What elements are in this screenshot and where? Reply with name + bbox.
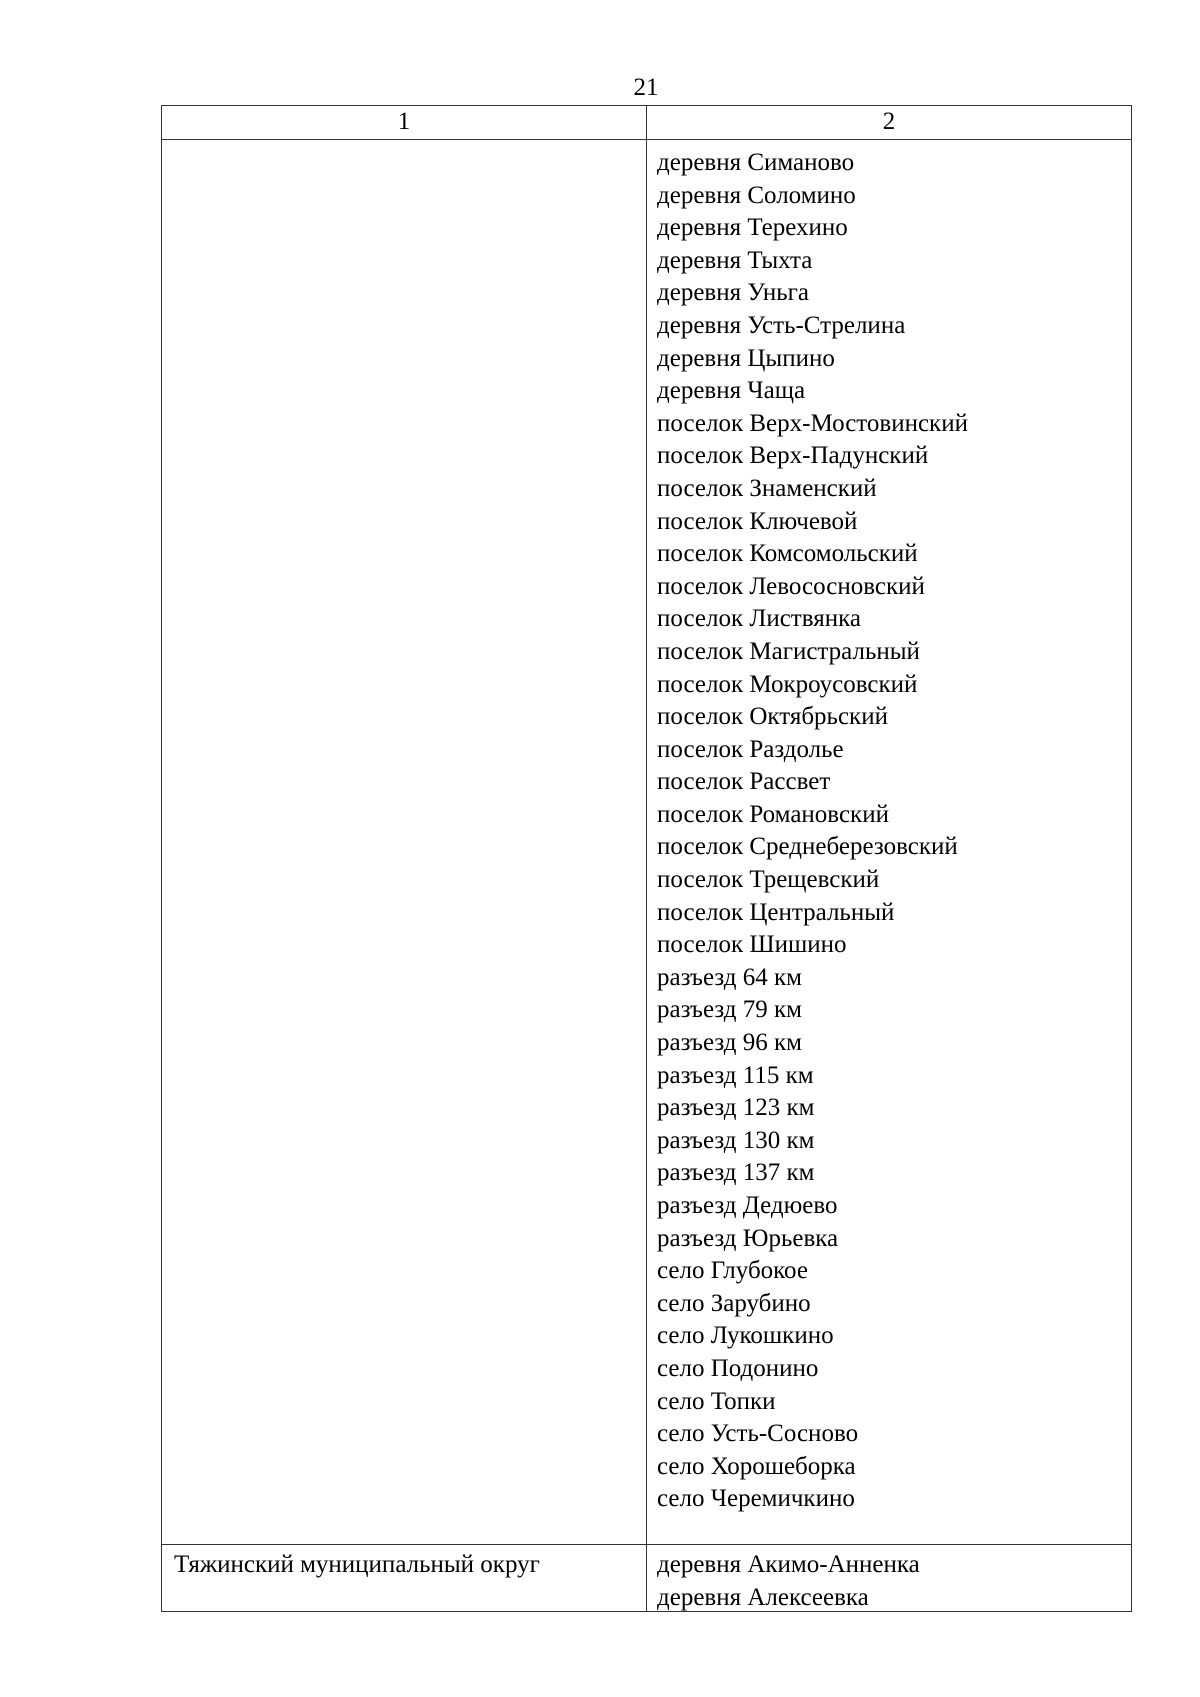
settlement-item: разъезд 96 км: [657, 1029, 802, 1057]
settlement-item: село Глубокое: [657, 1257, 808, 1285]
settlement-item: село Зарубино: [657, 1289, 811, 1317]
settlement-item: разъезд 130 км: [657, 1126, 815, 1154]
district-cell: [162, 140, 647, 1545]
district-cell: [162, 1545, 647, 1612]
settlement-item: разъезд Дедюево: [657, 1192, 838, 1219]
settlement-item: разъезд 123 км: [657, 1094, 815, 1122]
settlement-item: поселок Раздолье: [657, 735, 844, 763]
settlement-item: село Черемичкино: [657, 1485, 855, 1513]
settlement-item: поселок Среднеберезовский: [657, 833, 958, 861]
settlement-item: поселок Комсомольский: [657, 540, 918, 568]
settlement-item: деревня Чаща: [657, 377, 806, 405]
settlement-item: деревня Алексеевка: [657, 1583, 869, 1611]
settlement-item: поселок Романовский: [657, 800, 889, 828]
column-header-2: 2: [647, 106, 1132, 140]
settlement-item: поселок Верх-Падунский: [657, 442, 929, 470]
settlement-item: поселок Мокроусовский: [657, 670, 918, 698]
district-name: Тяжинский муниципальный округ: [174, 1551, 540, 1578]
settlement-item: разъезд Юрьевка: [657, 1224, 839, 1252]
settlement-item: деревня Цыпино: [657, 344, 835, 372]
settlement-item: разъезд 115 км: [657, 1061, 814, 1089]
settlement-item: деревня Симаново: [657, 149, 855, 176]
column-header-1: 1: [162, 106, 647, 140]
settlement-list: [647, 140, 1131, 1544]
settlement-item: село Топки: [657, 1387, 776, 1415]
settlement-item: деревня Уньга: [657, 279, 809, 307]
settlement-item: поселок Ключевой: [657, 507, 858, 535]
settlements-cell: [647, 1545, 1132, 1612]
settlement-item: поселок Левососновский: [657, 572, 925, 600]
settlements-table: [161, 105, 1132, 1612]
settlement-item: поселок Трещевский: [657, 866, 880, 894]
settlement-item: деревня Соломино: [657, 181, 856, 209]
table-row: [162, 1545, 1132, 1612]
settlement-item: поселок Рассвет: [657, 768, 831, 796]
table-header-row: [162, 106, 1132, 140]
table-row: [162, 140, 1132, 1545]
settlement-item: поселок Шишино: [657, 931, 847, 959]
settlement-item: разъезд 79 км: [657, 996, 802, 1024]
settlement-item: поселок Октябрьский: [657, 703, 888, 731]
settlements-cell: [647, 140, 1132, 1545]
settlement-item: село Лукошкино: [657, 1322, 834, 1350]
settlement-item: поселок Верх-Мостовинский: [657, 409, 968, 437]
settlement-item: поселок Знаменский: [657, 474, 877, 502]
settlement-item: разъезд 64 км: [657, 963, 802, 991]
settlement-item: село Усть-Сосново: [657, 1420, 859, 1448]
settlement-item: село Хорошеборка: [657, 1452, 856, 1480]
settlement-item: поселок Центральный: [657, 898, 895, 926]
settlement-item: разъезд 137 км: [657, 1159, 815, 1187]
settlement-item: деревня Усть-Стрелина: [657, 311, 906, 339]
settlement-item: село Подонино: [657, 1354, 819, 1382]
district-name: [162, 140, 646, 144]
settlement-list: [647, 1545, 1131, 1611]
settlement-item: деревня Тыхта: [657, 246, 813, 274]
page-number: 21: [633, 74, 659, 101]
settlement-item: поселок Листвянка: [657, 605, 861, 633]
settlement-item: деревня Терехино: [657, 214, 848, 242]
settlement-item: поселок Магистральный: [657, 637, 920, 665]
settlement-item: деревня Акимо-Анненка: [657, 1551, 920, 1578]
